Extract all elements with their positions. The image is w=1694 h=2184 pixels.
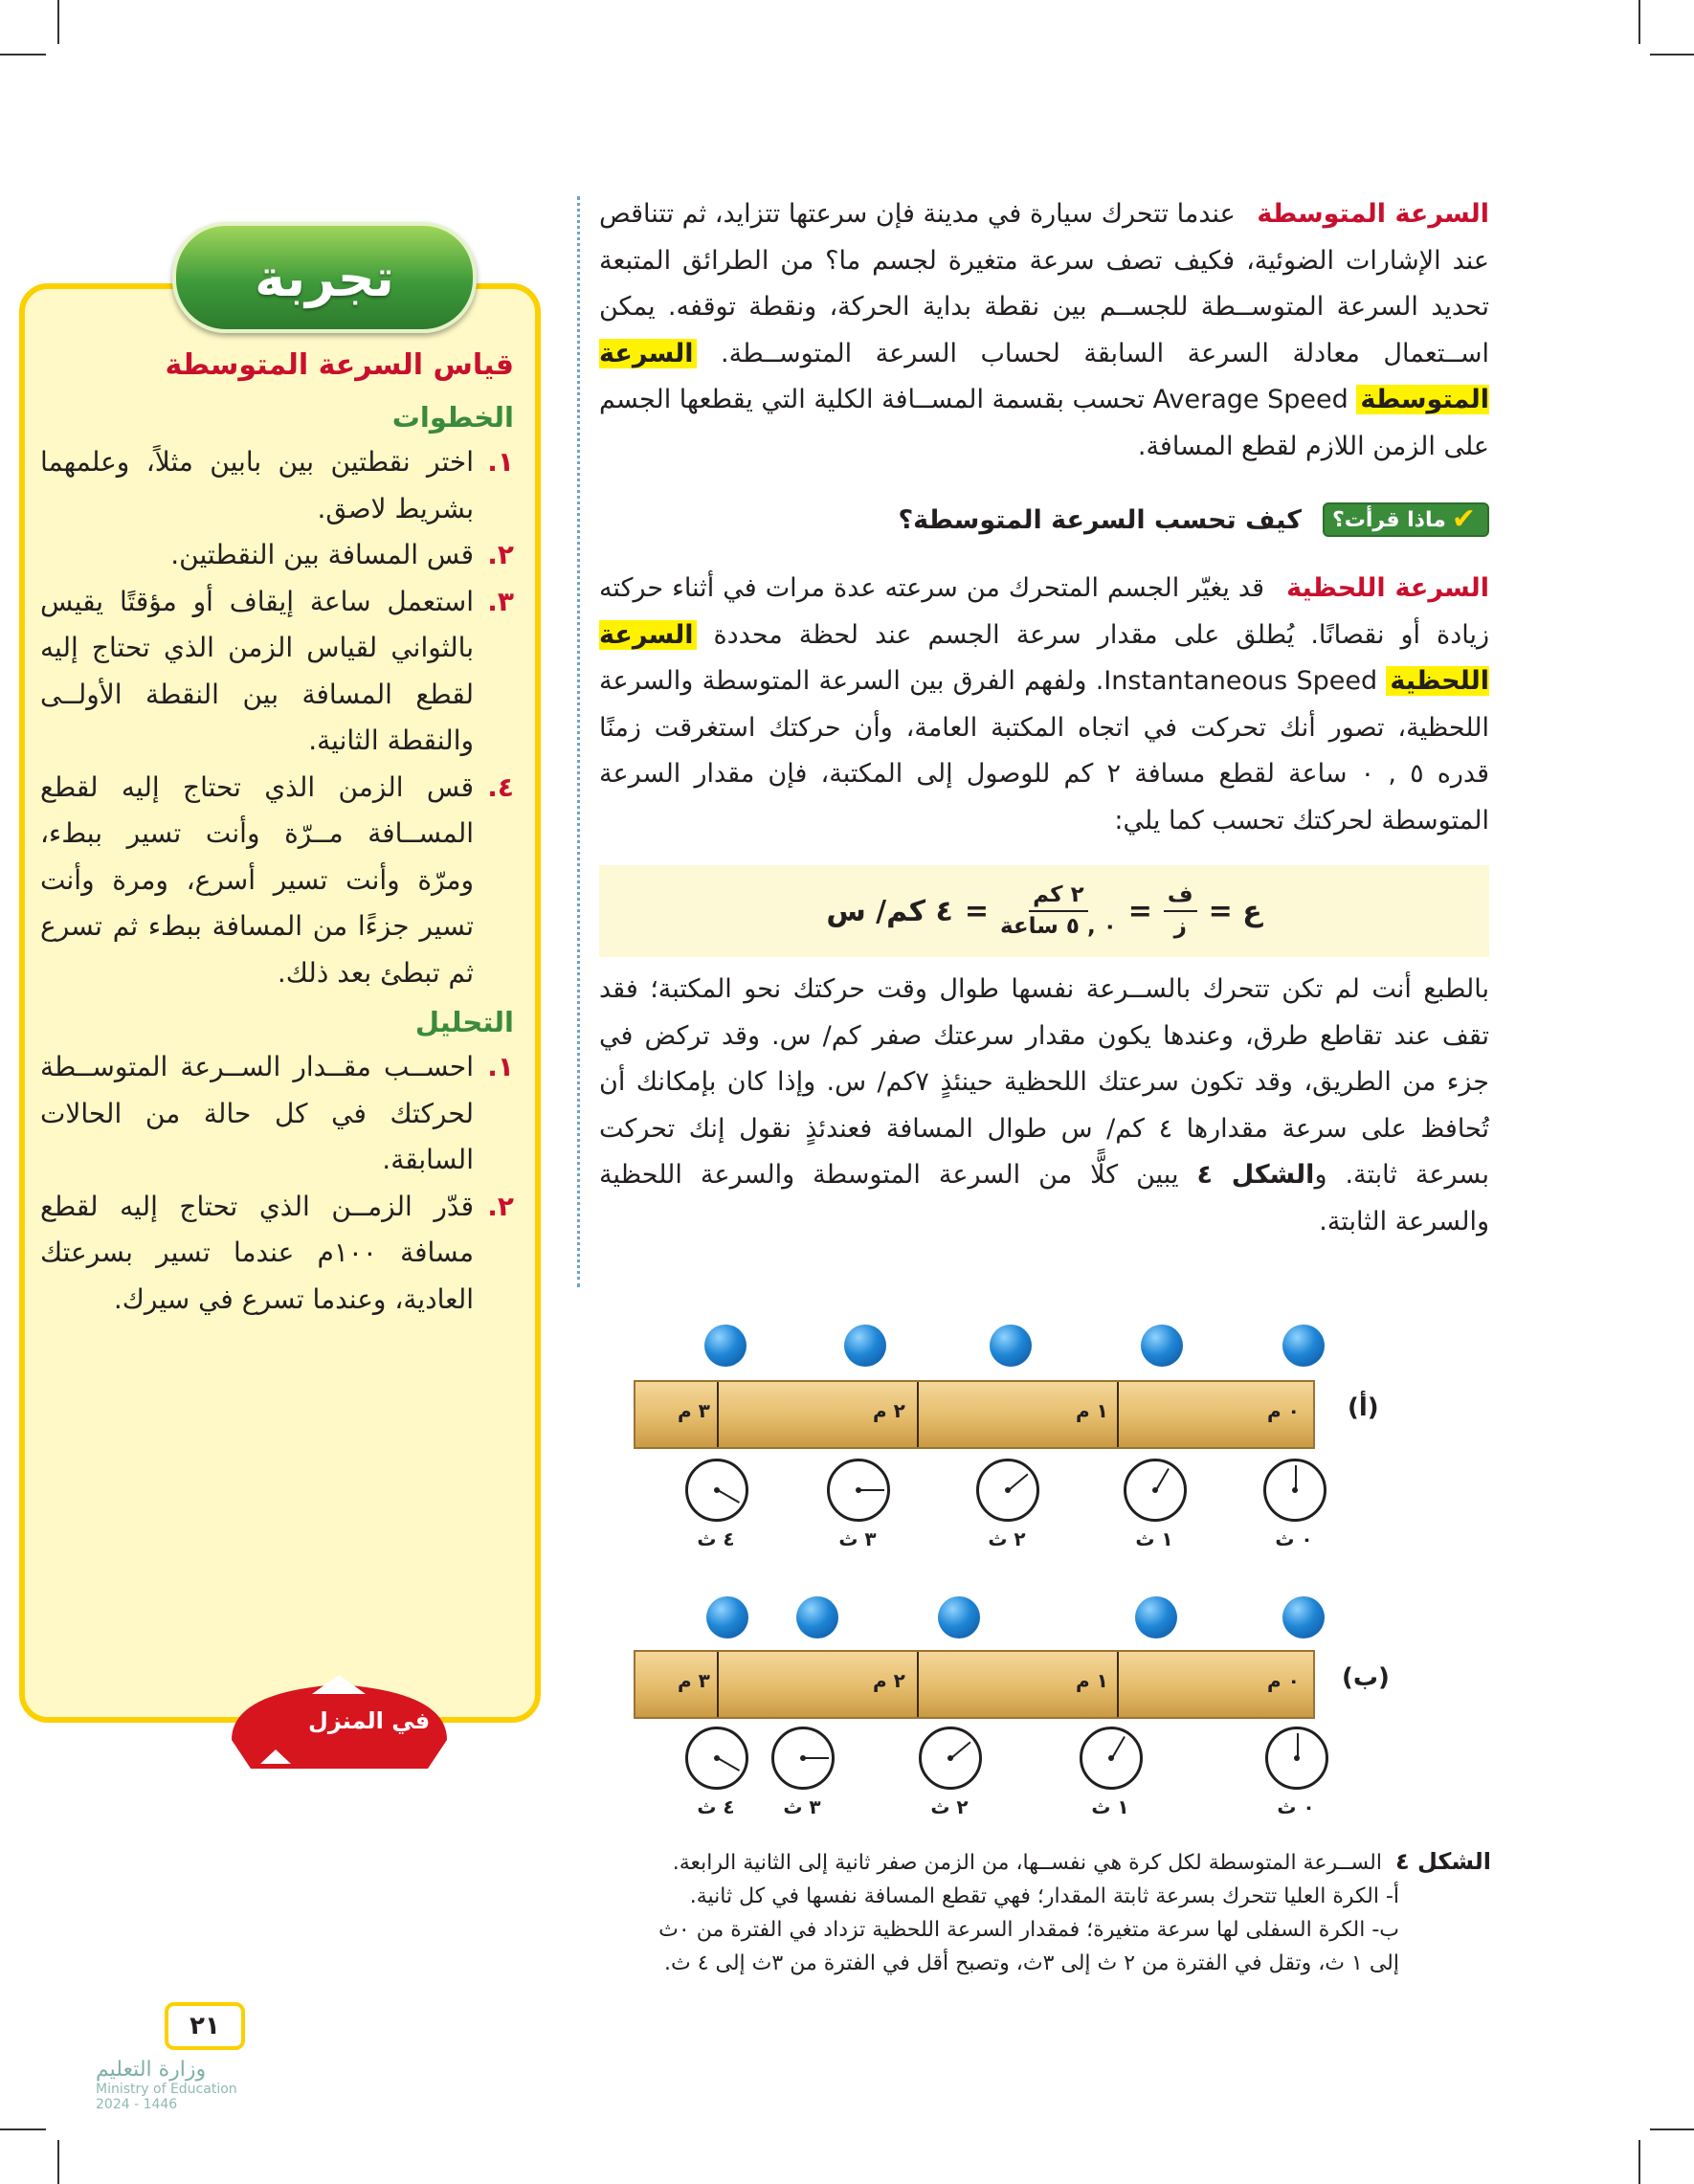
paragraph-text: يبين كلًّا من السرعة المتوسطة والسرعة اللحظية والسرعة الثابتة. bbox=[599, 1160, 1489, 1237]
ball bbox=[1141, 1325, 1183, 1367]
meter-mark bbox=[717, 1652, 719, 1717]
crop-mark bbox=[1650, 54, 1694, 56]
equation-lhs: ع = bbox=[1208, 894, 1262, 928]
clock-icon bbox=[685, 1727, 748, 1790]
time-label: ١ ث bbox=[1135, 1527, 1173, 1550]
time-label: ٤ ث bbox=[697, 1527, 735, 1550]
experiment-title: قياس السرعة المتوسطة bbox=[165, 348, 514, 382]
meter-mark bbox=[717, 1382, 719, 1447]
item-number: ١. bbox=[487, 446, 514, 478]
ball bbox=[706, 1596, 748, 1638]
time-label: ٣ ث bbox=[783, 1795, 821, 1818]
highlight-average-speed: السرعة المتوسطة bbox=[599, 338, 1489, 414]
meter-label: ١ م bbox=[1076, 1669, 1108, 1692]
item-text: قس الزمن الذي تحتاج إليه لقطع المســافة مــرّة وأنت تسير ببطء، ومرّة وأنت تسير أسرع، ومرة وأنت تسير جزءًا من المسافة ببطء ثم تسرع ثم تبطئ بعد ذلك. bbox=[40, 770, 474, 989]
meter-label: ٣ م bbox=[678, 1399, 710, 1422]
caption-line: إلى ١ ث، وتقل في الفترة من ٢ ث إلى ٣ث، وتصبح أقل في الفترة من ٣ث إلى ٤ ث. bbox=[663, 1951, 1399, 1975]
item-text: اختر نقطتين بين بابين مثلاً، وعلمهما بشريط لاصق. bbox=[40, 446, 474, 524]
item-number: ١. bbox=[487, 1051, 514, 1082]
paragraph-text: قد يغيّر الجسم المتحرك من سرعته عدة مرات في أثناء حركته زيادة أو نقصانًا. يُطلق على مقدار سرعة الجسم عند لحظة محددة bbox=[599, 573, 1489, 650]
item-number: ٢. bbox=[487, 1190, 514, 1222]
measuring-board bbox=[634, 1380, 1315, 1449]
item-text: قس المسافة بين النقطتين. bbox=[170, 539, 474, 570]
paragraph-instantaneous-speed bbox=[599, 566, 1489, 844]
column-divider bbox=[577, 196, 580, 1287]
meter-label: ٠ م bbox=[1267, 1399, 1300, 1422]
equation-result: ٤ كم/ س bbox=[826, 894, 953, 928]
meter-label: ٢ م bbox=[873, 1399, 905, 1422]
ball bbox=[1282, 1596, 1325, 1638]
crop-mark bbox=[0, 54, 46, 56]
meter-mark bbox=[1117, 1652, 1119, 1717]
time-label: ٠ ث bbox=[1275, 1527, 1313, 1550]
paragraph-average-speed bbox=[599, 191, 1489, 470]
clock-icon bbox=[827, 1459, 890, 1522]
speed-equation bbox=[599, 865, 1489, 957]
crop-mark bbox=[1638, 2140, 1640, 2184]
caption-text: الســرعة المتوسطة لكل كرة هي نفســها، من الزمن صفر ثانية إلى الثانية الرابعة. bbox=[672, 1851, 1382, 1875]
ministry-logo bbox=[96, 2029, 268, 2112]
equals-sign: = bbox=[964, 894, 989, 928]
ball bbox=[1282, 1325, 1325, 1367]
clock-icon bbox=[1265, 1727, 1328, 1790]
analysis-list bbox=[40, 1044, 514, 1323]
paragraph-text: Average Speed تحسب بقسمة المســافة الكلية التي يقطعها الجسم على الزمن اللازم لقطع المسافة. bbox=[598, 385, 1489, 461]
fraction-values bbox=[1000, 884, 1117, 938]
crop-mark bbox=[57, 2140, 59, 2184]
main-column bbox=[599, 191, 1489, 1245]
meter-label: ٣ م bbox=[678, 1669, 710, 1692]
checkmark-icon: ✔ bbox=[1451, 502, 1476, 536]
ball bbox=[704, 1325, 747, 1367]
crop-mark bbox=[1650, 2128, 1694, 2130]
list-item bbox=[40, 579, 514, 765]
list-item bbox=[40, 532, 514, 579]
analysis-heading: التحليل bbox=[414, 1006, 514, 1038]
figure-caption bbox=[620, 1845, 1491, 1980]
row-label-a: (أ) bbox=[1348, 1393, 1379, 1422]
list-item bbox=[40, 439, 514, 532]
meter-label: ٢ م bbox=[873, 1669, 905, 1692]
highlight-instantaneous-speed: السرعة اللحظية bbox=[599, 619, 1489, 696]
reading-check-question: كيف تحسب السرعة المتوسطة؟ bbox=[898, 504, 1302, 535]
figure-4 bbox=[622, 1321, 1483, 1838]
at-home-badge bbox=[222, 1673, 457, 1773]
paragraph-constant-speed bbox=[599, 967, 1489, 1245]
term-average-speed: السرعة المتوسطة bbox=[1257, 199, 1489, 229]
reading-check-badge bbox=[1323, 502, 1489, 537]
item-number: ٢. bbox=[487, 539, 514, 570]
ball bbox=[1135, 1596, 1177, 1638]
meter-mark bbox=[917, 1382, 919, 1447]
crop-mark bbox=[0, 2128, 46, 2130]
paragraph-text: Instantaneous Speed. ولفهم الفرق بين السرعة المتوسطة والسرعة اللحظية، تصور أنك تحركت في اتجاه المكتبة العامة، وأن حركتك استغرقت زمنًا قدره ٥ , ٠ ساعة لقطع مسافة ٢ كم للوصول إلى المكتبة، فإن مقدار السرعة المتوسطة لحركتك تحسب كما يلي: bbox=[599, 666, 1490, 836]
clock-icon bbox=[1080, 1727, 1143, 1790]
equals-sign: = bbox=[1127, 894, 1152, 928]
clock-icon bbox=[685, 1459, 748, 1522]
meter-mark bbox=[917, 1652, 919, 1717]
time-label: ٢ ث bbox=[930, 1795, 969, 1818]
steps-heading: الخطوات bbox=[391, 401, 514, 434]
fraction-denominator: ز bbox=[1173, 914, 1187, 939]
measuring-board bbox=[634, 1650, 1315, 1719]
experiment-badge: تجربة bbox=[172, 222, 477, 333]
paragraph-text: عندما تتحرك سيارة في مدينة فإن سرعتها تتزايد، ثم تتناقص عند الإشارات الضوئية، فكيف تصف سرعة متغيرة لجسم ما؟ من الطرائق المتبعة تحديد السرعة المتوســطة للجســم بين نقطة بداية الحركة، ونقطة توقفه. يمكن اســتعمال معادلة السرعة السابقة لحساب السرعة المتوســطة. bbox=[599, 199, 1489, 368]
list-item bbox=[40, 765, 514, 997]
row-label-b: (ب) bbox=[1342, 1663, 1390, 1692]
steps-list bbox=[40, 439, 514, 996]
item-text: قدّر الزمــن الذي تحتاج إليه لقطع مسافة ١٠٠م عندما تسير بسرعتك العادية، وعندما تسرع في سيرك. bbox=[40, 1190, 474, 1315]
item-text: احســب مقــدار الســرعة المتوســطة لحركتك في كل حالة من الحالات السابقة. bbox=[40, 1051, 474, 1175]
clock-icon bbox=[919, 1727, 982, 1790]
item-number: ٣. bbox=[487, 585, 514, 617]
fraction-distance-time bbox=[1164, 884, 1197, 938]
ball bbox=[990, 1325, 1032, 1367]
item-number: ٤. bbox=[487, 770, 514, 803]
ball bbox=[938, 1596, 980, 1638]
fraction-denominator: ٠ , ٥ ساعة bbox=[999, 914, 1117, 939]
experiment-content bbox=[40, 345, 514, 1323]
fraction-numerator: ف bbox=[1164, 884, 1197, 912]
clock-icon bbox=[771, 1727, 835, 1790]
clock-icon bbox=[1124, 1459, 1187, 1522]
edition-year: 2024 - 1446 bbox=[96, 2097, 178, 2112]
item-text: استعمل ساعة إيقاف أو مؤقتًا يقيس بالثواني لقياس الزمن الذي تحتاج إليه لقطع المسافة بين النقطة الأولــى والنقطة الثانية. bbox=[40, 585, 474, 756]
figure-reference: الشكل ٤ bbox=[1196, 1160, 1315, 1190]
reading-check-label: ماذا قرأت؟ bbox=[1331, 507, 1446, 532]
ministry-name-ar: وزارة التعليم bbox=[96, 2058, 207, 2082]
caption-line bbox=[620, 1845, 1491, 1880]
caption-line: ب- الكرة السفلى لها سرعة متغيرة؛ فمقدار السرعة اللحظية تزداد في الفترة من ٠ث bbox=[658, 1918, 1399, 1942]
crop-mark bbox=[1638, 0, 1640, 44]
clock-icon bbox=[1263, 1459, 1326, 1522]
term-instantaneous-speed: السرعة اللحظية bbox=[1286, 573, 1489, 603]
time-label: ١ ث bbox=[1091, 1795, 1129, 1818]
meter-label: ٠ م bbox=[1267, 1669, 1300, 1692]
time-label: ٤ ث bbox=[697, 1795, 735, 1818]
caption-line: أ- الكرة العليا تتحرك بسرعة ثابتة المقدار؛ فهي تقطع المسافة نفسها في كل ثانية. bbox=[689, 1884, 1399, 1908]
fraction-numerator: ٢ كم bbox=[1029, 884, 1087, 912]
time-label: ٠ ث bbox=[1277, 1795, 1315, 1818]
meter-label: ١ م bbox=[1076, 1399, 1108, 1422]
at-home-label: في المنزل bbox=[308, 1707, 431, 1734]
clock-icon bbox=[976, 1459, 1039, 1522]
list-item bbox=[40, 1044, 514, 1184]
caption-label: الشكل ٤ bbox=[1394, 1848, 1491, 1875]
list-item bbox=[40, 1184, 514, 1324]
time-label: ٢ ث bbox=[988, 1527, 1026, 1550]
crop-mark bbox=[57, 0, 59, 44]
time-label: ٣ ث bbox=[838, 1527, 877, 1550]
ball bbox=[796, 1596, 838, 1638]
ministry-name-en: Ministry of Education bbox=[96, 2082, 237, 2097]
ball bbox=[844, 1325, 886, 1367]
page-number: ٢١ bbox=[165, 2002, 245, 2050]
meter-mark bbox=[1117, 1382, 1119, 1447]
paragraph-text: بالطبع أنت لم تكن تتحرك بالســرعة نفسها طوال وقت حركتك نحو المكتبة؛ فقد تقف عند تقاطع طرق، وعندها يكون مقدار سرعتك صفر كم/ س. وقد تركض في جزء من الطريق، وقد تكون سرعتك اللحظية حينئذٍ ٧كم/ س. وإذا كان بإمكانك أن تُحافظ على سرعة مقدارها ٤ كم/ س طوال المسافة فعندئذٍ نقول إنك تحركت بسرعة ثابتة. و bbox=[599, 974, 1490, 1190]
reading-check bbox=[599, 502, 1489, 537]
